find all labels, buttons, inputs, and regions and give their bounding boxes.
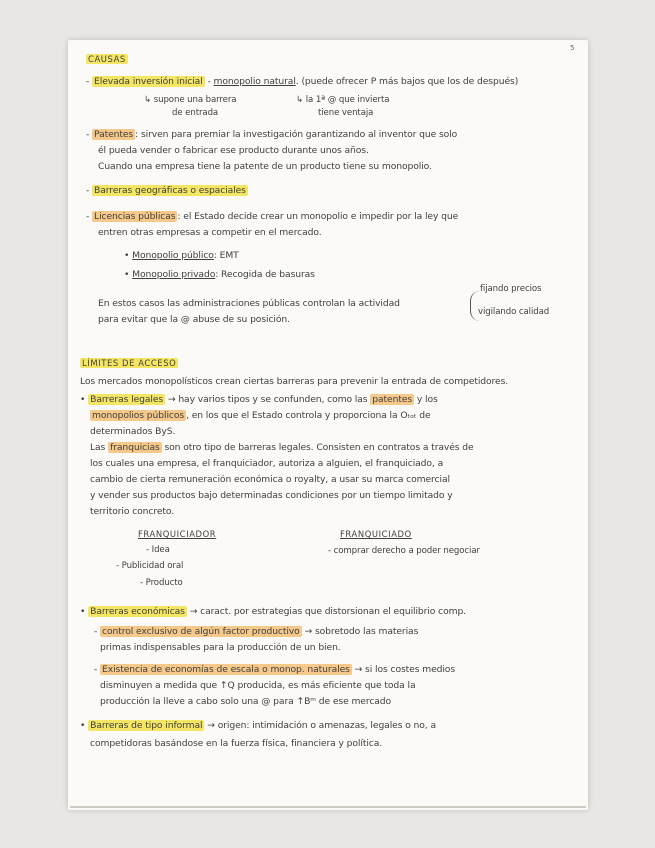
franquiciador-heading: FRANQUICIADOR	[138, 529, 217, 539]
franquiciado-item-1: - comprar derecho a poder negociar	[328, 546, 480, 556]
franquiciador-item-1: - Idea	[146, 545, 170, 555]
sub-note-2a: ↳ la 1ª @ que invierta	[296, 95, 390, 105]
cause-line-1: - Elevada inversión inicial - monopolio natural. (puede ofrecer P más bajos que los de después)	[86, 76, 519, 87]
barreras-geo-line: - Barreras geográficas o espaciales	[86, 185, 246, 196]
highlight-barreras-informal: Barreras de tipo informal	[90, 720, 203, 731]
cause-highlight-elevada: Elevada inversión inicial	[94, 76, 203, 87]
monopolio-publico-item: • Monopolio público: EMT	[124, 250, 239, 261]
licencias-line-2: entren otras empresas a competir en el mercado.	[98, 227, 322, 238]
admin-line-2: para evitar que la @ abuse de su posición.	[98, 314, 290, 325]
economias-escala-line-3: producción la lleve a cabo solo una @ para ↑Bᵐ de ese mercado	[100, 696, 392, 707]
section-heading-causas: CAUSAS	[88, 54, 126, 64]
barreras-legales-line-3: determinados ByS.	[90, 426, 176, 437]
highlight-barreras-economicas: Barreras económicas	[90, 606, 185, 617]
franquicias-line-3: cambio de cierta remuneración económica o royalty, a usar su marca comercial	[90, 474, 450, 485]
control-exclusivo-line-1: - control exclusivo de algún factor productivo → sobretodo las materias	[94, 626, 419, 637]
limites-intro: Los mercados monopolísticos crean ciertas barreras para prevenir la entrada de competidores.	[80, 376, 509, 387]
barreras-legales-line-1: • Barreras legales → hay varios tipos y se confunden, como las patentes y los	[80, 394, 438, 405]
highlight-barreras-legales: Barreras legales	[90, 394, 164, 405]
patentes-line-1: - Patentes : sirven para premiar la investigación garantizando al inventor que solo	[86, 129, 458, 140]
admin-line-1: En estos casos las administraciones públicas controlan la actividad	[98, 298, 400, 309]
barreras-economicas-line: • Barreras económicas → caract. por estrategias que distorsionan el equilibrio comp.	[80, 606, 466, 617]
brace-item-2: vigilando calidad	[478, 307, 550, 317]
highlight-economias-escala: Existencia de economías de escala o monop. naturales	[102, 664, 350, 675]
sub-note-2b: tiene ventaja	[318, 108, 374, 118]
page-bottom-edge	[70, 806, 586, 808]
franquicias-line-5: territorio concreto.	[90, 506, 175, 517]
highlight-control-exclusivo: control exclusivo de algún factor productivo	[102, 626, 300, 637]
barreras-informal-line-1: • Barreras de tipo informal → origen: intimidación o amenazas, legales o no, a	[80, 720, 436, 731]
patentes-line-2: él pueda vender o fabricar ese producto durante unos años.	[98, 145, 369, 156]
page-mark: 5	[570, 44, 575, 52]
barreras-legales-line-2: monopolios públicos , en los que el Estado controla y proporciona la Oₜₒₜ de	[92, 410, 431, 421]
barreras-informal-line-2: competidoras basándose en la fuerza física, financiera y política.	[90, 738, 383, 749]
economias-escala-line-1: - Existencia de economías de escala o monop. naturales → si los costes medios	[94, 664, 456, 675]
economias-escala-line-2: disminuyen a medida que ↑Q producida, es más eficiente que toda la	[100, 680, 416, 691]
highlight-barreras-geo: Barreras geográficas o espaciales	[94, 185, 246, 196]
section-heading-limites: LÍMITES DE ACCESO	[82, 358, 177, 368]
franquicias-line-2: los cuales una empresa, el franquiciador, autoriza a alguien, el franquiciado, a	[90, 458, 444, 469]
brace-item-1: fijando precios	[480, 284, 542, 294]
patentes-line-3: Cuando una empresa tiene la patente de un producto tiene su monopolio.	[98, 161, 432, 172]
franquiciador-item-3: - Producto	[140, 578, 183, 588]
licencias-line-1: - Licencias públicas : el Estado decide crear un monopolio e impedir por la ley que	[86, 211, 459, 222]
franquiciado-heading: FRANQUICIADO	[340, 529, 412, 539]
sub-note-1b: de entrada	[172, 108, 219, 118]
monopolio-privado-item: • Monopolio privado: Recogida de basuras	[124, 269, 315, 280]
franquicias-line-1: Las franquicias son otro tipo de barreras legales. Consisten en contratos a través de	[90, 442, 474, 453]
franquicias-line-4: y vender sus productos bajo determinadas condiciones por un tiempo limitado y	[90, 490, 453, 501]
franquiciador-item-2: - Publicidad oral	[116, 561, 184, 571]
highlight-patentes: Patentes	[94, 129, 134, 140]
sub-note-1a: ↳ supone una barrera	[144, 95, 237, 105]
control-exclusivo-line-2: primas indispensables para la producción de un bien.	[100, 642, 341, 653]
highlight-licencias: Licencias públicas	[94, 211, 176, 222]
